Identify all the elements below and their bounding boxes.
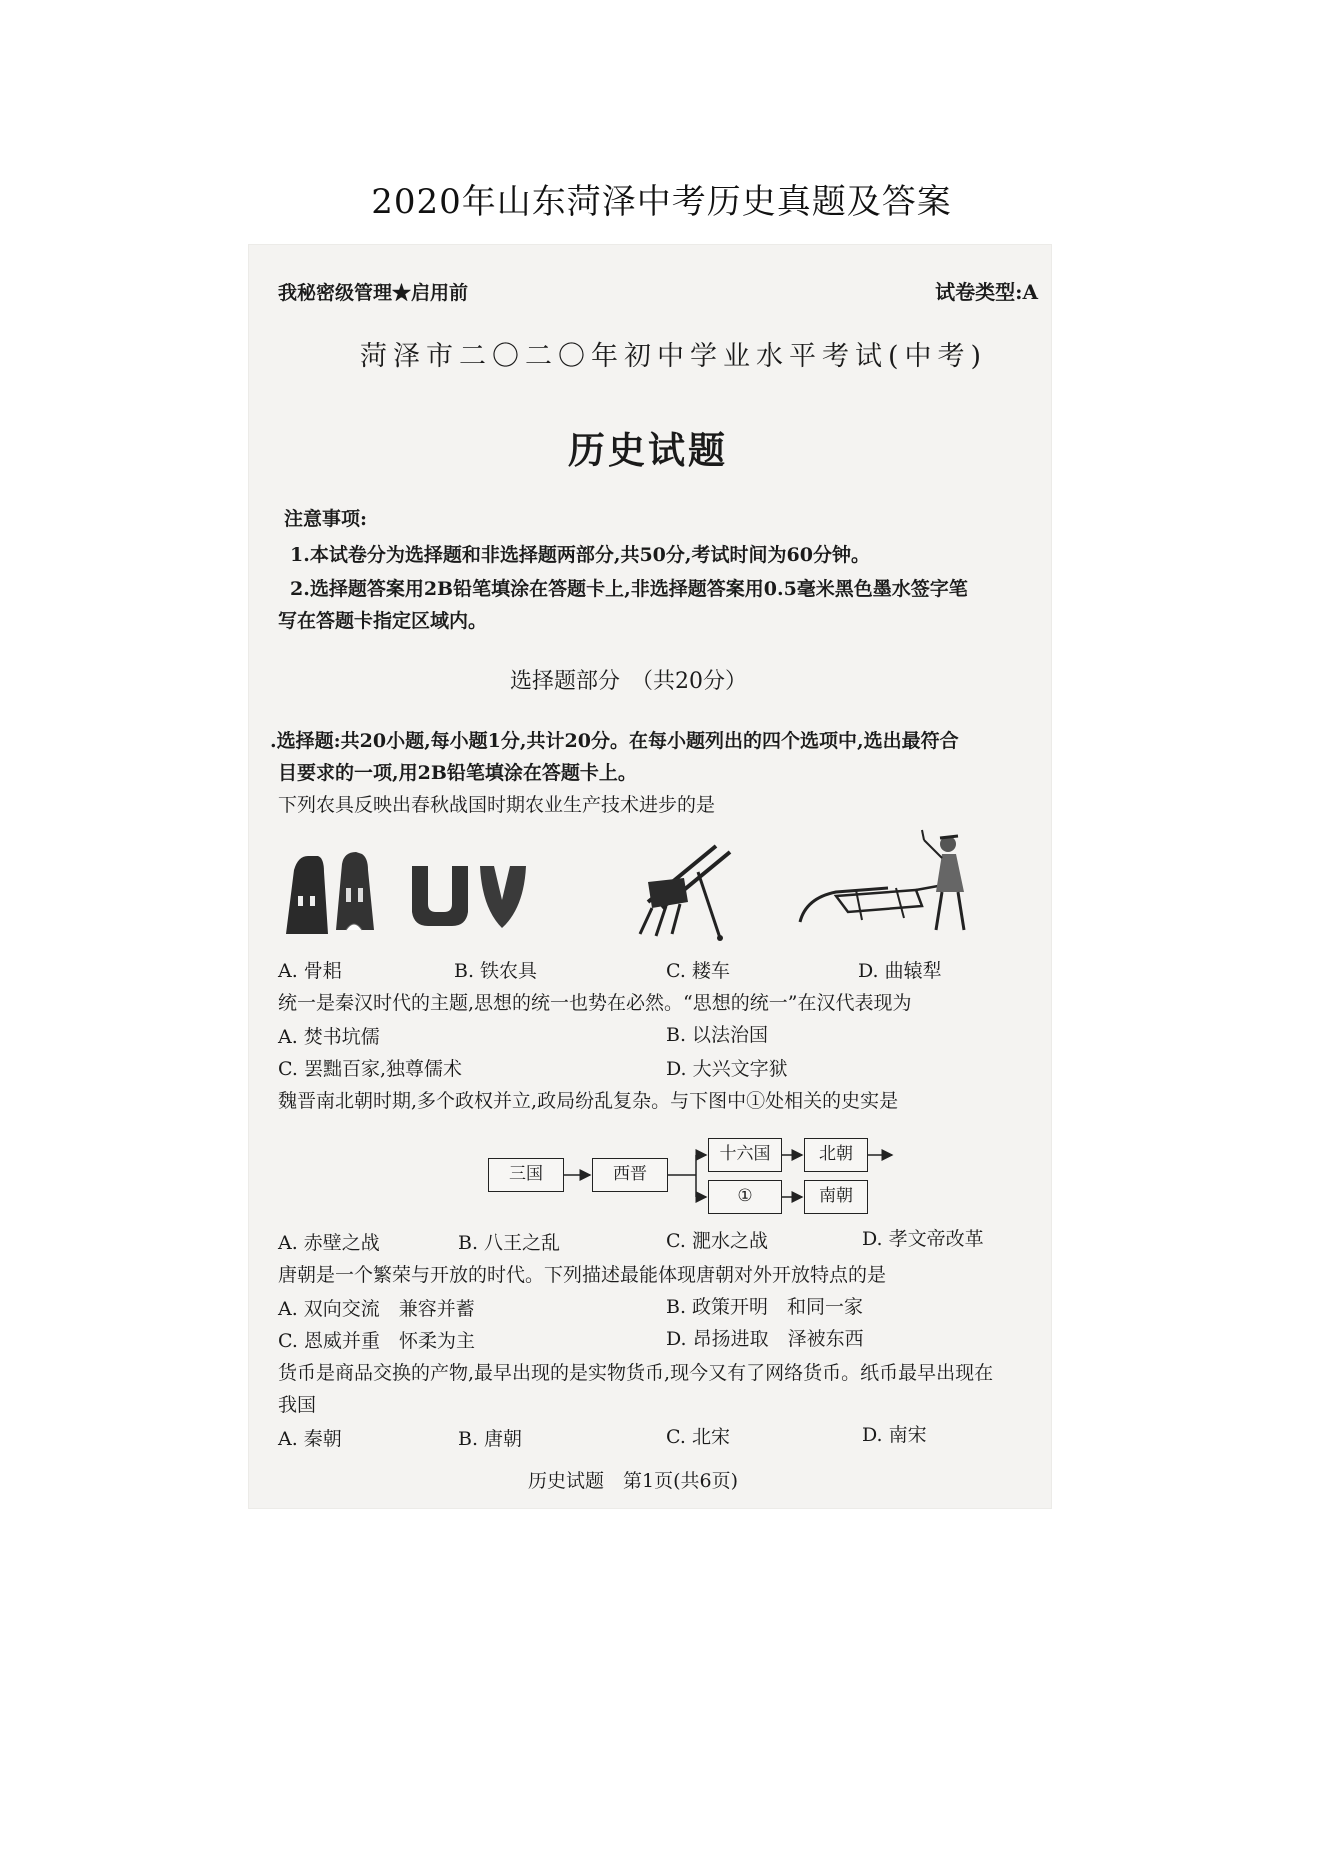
q4-option-d: D. 昂扬进取 泽被东西 [666,1328,864,1350]
q3-option-b: B. 八王之乱 [458,1232,561,1254]
q5-option-d: D. 南宋 [862,1424,927,1446]
q3-option-c: C. 淝水之战 [666,1230,768,1252]
q2-option-d: D. 大兴文字狱 [666,1058,788,1080]
q1-option-c: C. 耧车 [666,960,730,982]
q5-option-b: B. 唐朝 [458,1428,523,1450]
q1-option-b: B. 铁农具 [454,960,538,982]
instructions-line-2: 目要求的一项,用2B铅笔填涂在答题卡上。 [278,762,637,784]
q1-stem: 下列农具反映出春秋战国时期农业生产技术进步的是 [278,794,716,816]
section-heading: 选择题部分 （共20分） [510,669,747,694]
q5-option-c: C. 北宋 [666,1426,730,1448]
subject-title: 历史试题 [568,428,728,472]
q2-option-c: C. 罢黜百家,独尊儒术 [278,1058,462,1080]
q3-option-d: D. 孝文帝改革 [862,1228,984,1250]
diagram-box-sanguo: 三国 [488,1158,564,1192]
q4-stem: 唐朝是一个繁荣与开放的时代。下列描述最能体现唐朝对外开放特点的是 [278,1264,887,1286]
diagram-arrows [248,244,1052,1244]
q5-stem-line-2: 我国 [278,1394,317,1416]
q4-option-c: C. 恩威并重 怀柔为主 [278,1330,475,1352]
q1-option-a: A. 骨耜 [278,960,342,982]
notice-item-2-line-1: 2.选择题答案用2B铅笔填涂在答题卡上,非选择题答案用0.5毫米黑色墨水签字笔 [290,578,968,600]
q3-option-a: A. 赤壁之战 [278,1232,380,1254]
q1-option-d: D. 曲辕犁 [858,960,942,982]
scanned-exam-page [248,244,1052,1509]
notice-item-2-line-2: 写在答题卡指定区域内。 [278,610,488,632]
q2-option-a: A. 焚书坑儒 [278,1026,380,1048]
q4-option-b: B. 政策开明 和同一家 [666,1296,864,1318]
q2-option-b: B. 以法治国 [666,1024,769,1046]
instructions-line-1: .选择题:共20小题,每小题1分,共计20分。在每小题列出的四个选项中,选出最符合 [270,730,959,752]
paper-type-label: 试卷类型:A [935,280,1038,304]
diagram-box-circle-one: ① [708,1180,782,1214]
secret-level-label: 我秘密级管理★启用前 [278,282,469,304]
notice-heading: 注意事项: [284,508,368,530]
q2-stem: 统一是秦汉时代的主题,思想的统一也势在必然。“思想的统一”在汉代表现为 [278,992,912,1014]
q5-option-a: A. 秦朝 [278,1428,342,1450]
diagram-box-nanchao: 南朝 [804,1180,868,1214]
page-footer: 历史试题 第1页(共6页) [528,1470,739,1492]
diagram-box-beichao: 北朝 [804,1138,868,1172]
notice-item-1: 1.本试卷分为选择题和非选择题两部分,共50分,考试时间为60分钟。 [290,544,870,566]
q4-option-a: A. 双向交流 兼容并蓄 [278,1298,475,1320]
diagram-box-shiliuguo: 十六国 [708,1138,782,1172]
exam-title: 菏泽市二〇二〇年初中学业水平考试(中考) [360,341,988,372]
diagram-box-xijin: 西晋 [592,1158,668,1192]
q3-stem: 魏晋南北朝时期,多个政权并立,政局纷乱复杂。与下图中①处相关的史实是 [278,1090,899,1112]
document-title: 2020年山东菏泽中考历史真题及答案 [371,182,952,222]
q5-stem-line-1: 货币是商品交换的产物,最早出现的是实物货币,现今又有了网络货币。纸币最早出现在 [278,1362,994,1384]
